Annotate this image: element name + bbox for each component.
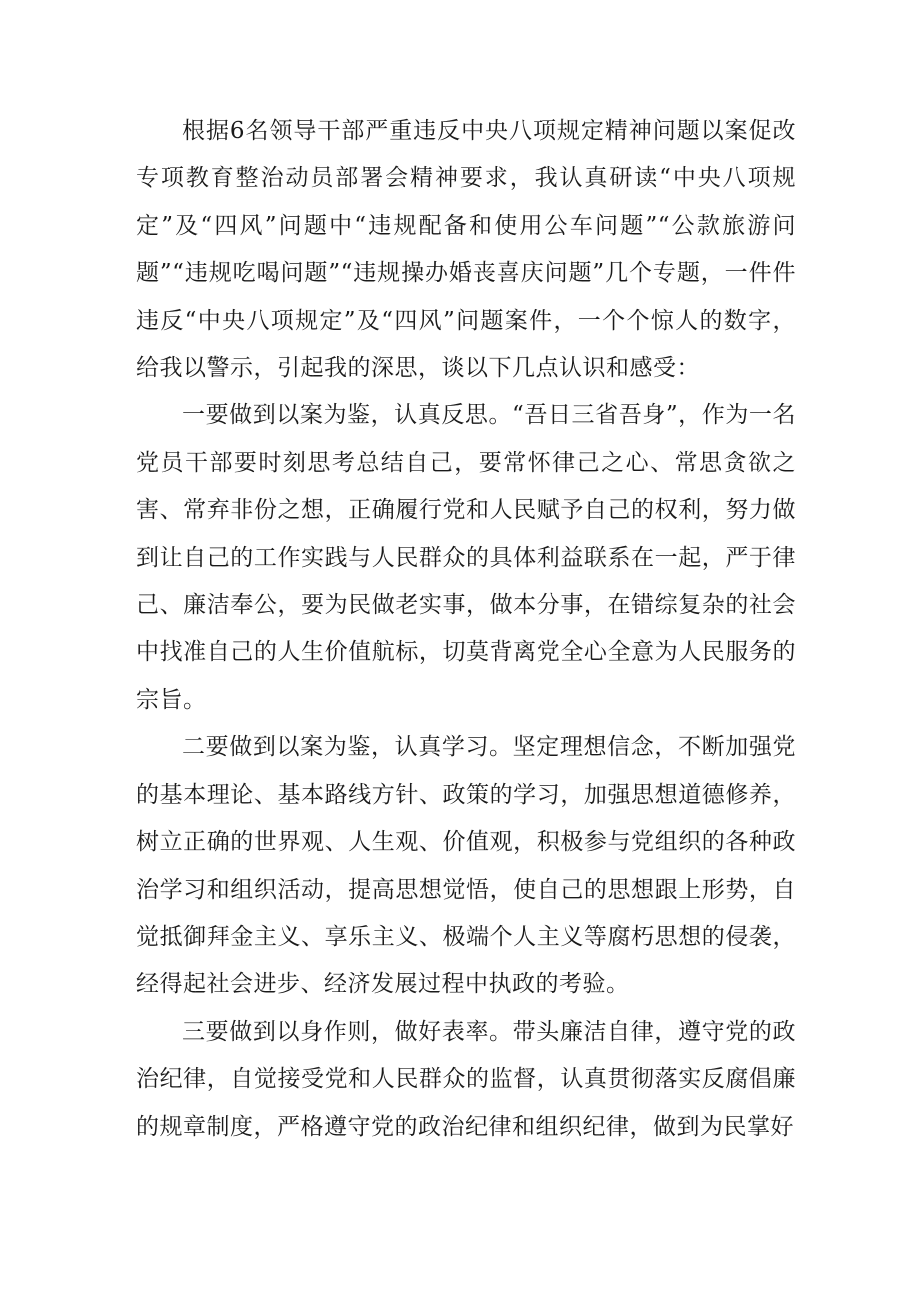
- document-body: [136, 108, 796, 1151]
- paragraph-point-three: 三要做到以身作则，做好表率。带头廉洁自律，遵守党的政治纪律，自觉接受党和人民群众的监督，认真贯彻落实反腐倡廉的规章制度，严格遵守党的政治纪律和组织纪律，做到为民掌好: [136, 1018, 796, 1140]
- paragraph-point-two: 二要做到以案为鉴，认真学习。坚定理想信念，不断加强党的基本理论、基本路线方针、政策的学习，加强思想道德修养，树立正确的世界观、人生观、价值观，积极参与党组织的各种政治学习和组织活动，提高思想觉悟，使自己的思想跟上形势，自觉抵御拜金主义、享乐主义、极端个人主义等腐朽思想的侵袭，经得起社会进步、经济发展过程中执政的考验。: [136, 734, 796, 998]
- paragraph-point-one: 一要做到以案为鉴，认真反思。“吾日三省吾身”，作为一名党员干部要时刻思考总结自己，要常怀律己之心、常思贪欲之害、常弃非份之想，正确履行党和人民赋予自己的权利，努力做到让自己的工作实践与人民群众的具体利益联系在一起，严于律己、廉洁奉公，要为民做老实事，做本分事，在错综复杂的社会中找准自己的人生价值航标，切莫背离党全心全意为人民服务的宗旨。: [136, 402, 796, 713]
- paragraph-intro: 根据6名领导干部严重违反中央八项规定精神问题以案促改专项教育整治动员部署会精神要求，我认真研读“中央八项规定”及“四风”问题中“违规配备和使用公车问题”“公款旅游问题”“违规吃喝问题”“违规操办婚丧喜庆问题”几个专题，一件件违反“中央八项规定”及“四风”问题案件，一个个惊人的数字，给我以警示，引起我的深思，谈以下几点认识和感受：: [136, 118, 796, 382]
